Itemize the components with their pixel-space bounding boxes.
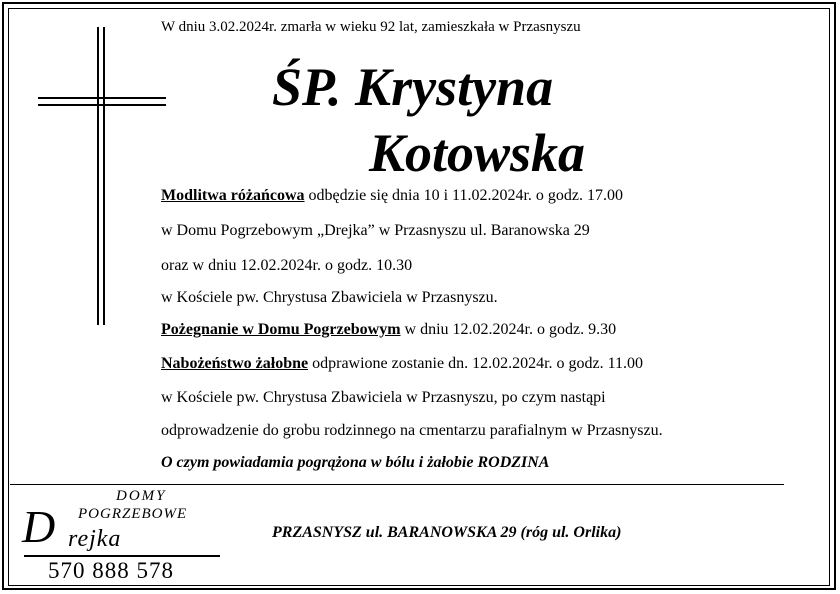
cross-vertical-bar-right: [103, 27, 105, 325]
notice-line-text: oraz w dniu 12.02.2024r. o godz. 10.30: [161, 257, 413, 274]
notice-line-text: w Domu Pogrzebowym „Drejka” w Przasnyszu ul. Baranowska 29: [161, 222, 590, 239]
notice-line-label: Modlitwa różańcowa: [161, 187, 305, 204]
notice-line-text: w Kościele pw. Chrystusa Zbawiciela w Przasnyszu.: [161, 289, 498, 306]
closing-text: O czym powiadamia pogrążona w bólu i żałobie RODZINA: [161, 454, 550, 471]
cross-horizontal-bar-bottom: [38, 104, 166, 106]
notice-line-text: w dniu 12.02.2024r. o godz. 9.30: [400, 321, 617, 338]
notice-line: [161, 354, 643, 374]
deceased-name-first: ŚP. Krystyna: [272, 57, 554, 117]
cross-horizontal-bar-top: [38, 97, 166, 99]
funeral-home-logo: [20, 488, 230, 584]
notice-line-label: Pożegnanie w Domu Pogrzebowym: [161, 321, 401, 338]
notice-line-text: odprowadzenie do grobu rodzinnego na cmentarzu parafialnym w Przasnyszu.: [161, 422, 663, 439]
notice-line-label: Nabożeństwo żałobne: [161, 355, 309, 372]
notice-line: [161, 421, 663, 441]
deceased-name-last: Kotowska: [369, 123, 586, 183]
notice-line: [161, 388, 606, 408]
notice-line: [161, 288, 498, 308]
logo-rule: [24, 555, 220, 557]
intro-text: W dniu 3.02.2024r. zmarła w wieku 92 lat, zamieszkała w Przasnyszu: [161, 19, 581, 35]
phone-number: 570 888 578: [48, 558, 174, 583]
notice-line: [161, 221, 590, 241]
logo-line-pogrzebowe: POGRZEBOWE: [78, 506, 188, 522]
notice-line: [161, 186, 623, 206]
logo-initial: D: [22, 501, 56, 552]
divider: [10, 484, 784, 485]
logo-name: rejka: [68, 526, 122, 552]
funeral-home-address: PRZASNYSZ ul. BARANOWSKA 29 (róg ul. Orlika): [272, 524, 622, 541]
notice-line: [161, 320, 616, 340]
notice-line-text: w Kościele pw. Chrystusa Zbawiciela w Przasnyszu, po czym nastąpi: [161, 389, 606, 406]
notice-line-text: odbędzie się dnia 10 i 11.02.2024r. o godz. 17.00: [304, 187, 623, 204]
notice-line: [161, 256, 412, 276]
logo-line-domy: DOMY: [116, 488, 167, 504]
notice-line-text: odprawione zostanie dn. 12.02.2024r. o godz. 11.00: [308, 355, 644, 372]
cross-vertical-bar-left: [97, 27, 99, 325]
